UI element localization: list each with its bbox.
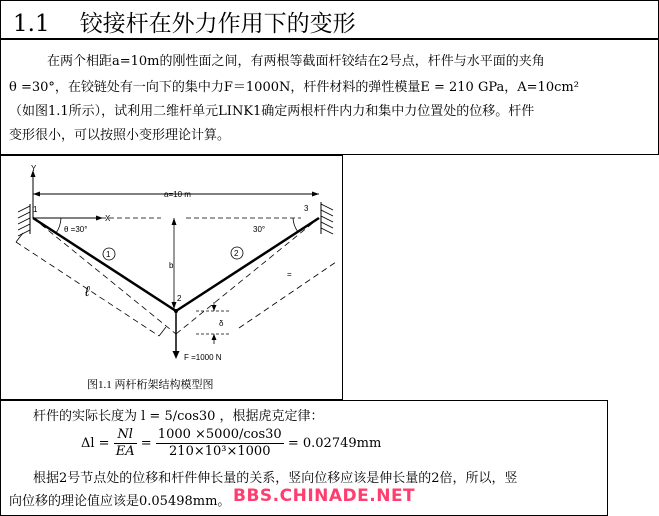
force-label: F =1000 N xyxy=(184,353,222,362)
problem-line-4: 变形很小，可以按照小变形理论计算。 xyxy=(9,128,231,143)
fraction-nl-ea xyxy=(114,427,137,460)
node-3-label: 3 xyxy=(304,204,309,213)
site-watermark: BBS.CHINADE.NET xyxy=(233,486,416,506)
right-wall-hatch xyxy=(321,204,333,234)
section-number: 1.1 xyxy=(13,11,50,37)
title-bar xyxy=(0,0,659,39)
formula-lhs: Δl = xyxy=(81,436,110,451)
solution-line-3: 根据2号节点处的位移和杆件伸长量的关系，竖向位移应该是伸长量的2倍，所以，竖 xyxy=(33,471,518,486)
angle-right-label: 30° xyxy=(253,225,266,234)
truss-diagram xyxy=(1,156,344,401)
fraction-1-denominator: EA xyxy=(115,444,135,459)
section-heading: 铰接杆在外力作用下的变形 xyxy=(79,11,356,37)
fraction-numeric xyxy=(156,427,284,460)
member-1 xyxy=(33,218,176,311)
delta-label: δ xyxy=(219,319,224,328)
equal-mark: = xyxy=(287,270,292,279)
problem-line-1: 在两个相距a=10m的刚性面之间，有两根等截面杆铰结在2号点，杆件与水平面的夹角 xyxy=(47,54,545,69)
problem-statement xyxy=(0,39,659,155)
left-wall-hatch xyxy=(18,206,30,236)
x-axis-label: X xyxy=(105,214,111,223)
theta-label: θ =30° xyxy=(64,225,88,234)
member-2-label: 2 xyxy=(234,249,239,258)
b-label: b xyxy=(169,261,174,270)
hooke-formula xyxy=(81,427,381,460)
node-2-label: 2 xyxy=(177,294,182,303)
problem-line-3: （如图1.1所示），试利用二维杆单元LINK1确定两根杆件内力和集中力位置处的位移。杆件 xyxy=(9,104,535,119)
length-label: ℓ xyxy=(85,283,90,299)
figure-caption: 图1.1 两杆桁架结构模型图 xyxy=(87,379,214,391)
fraction-2-numerator: 1000 ×5000/cos30 xyxy=(157,427,282,442)
y-axis-label: Y xyxy=(31,164,37,173)
formula-eq: = xyxy=(140,436,152,451)
node-1-label: 1 xyxy=(33,205,38,214)
fraction-1-numerator: Nl xyxy=(114,427,137,444)
fraction-2-denominator: 210×10³×1000 xyxy=(169,444,271,459)
span-label: a=10 m xyxy=(164,190,191,199)
member-1-label: 1 xyxy=(106,250,111,259)
formula-result: = 0.02749mm xyxy=(287,436,382,451)
solution-line-1: 杆件的实际长度为 l = 5/cos30 ，根据虎克定律： xyxy=(33,409,324,424)
section-title xyxy=(13,5,356,38)
figure-panel xyxy=(0,155,343,400)
solution-line-4: 向位移的理论值应该是0.05498mm。 xyxy=(9,494,231,509)
problem-line-2: θ =30°，在铰链处有一向下的集中力F＝1000N，杆件材料的弹性模量E = 210 GPa，A=10cm² xyxy=(9,80,579,95)
